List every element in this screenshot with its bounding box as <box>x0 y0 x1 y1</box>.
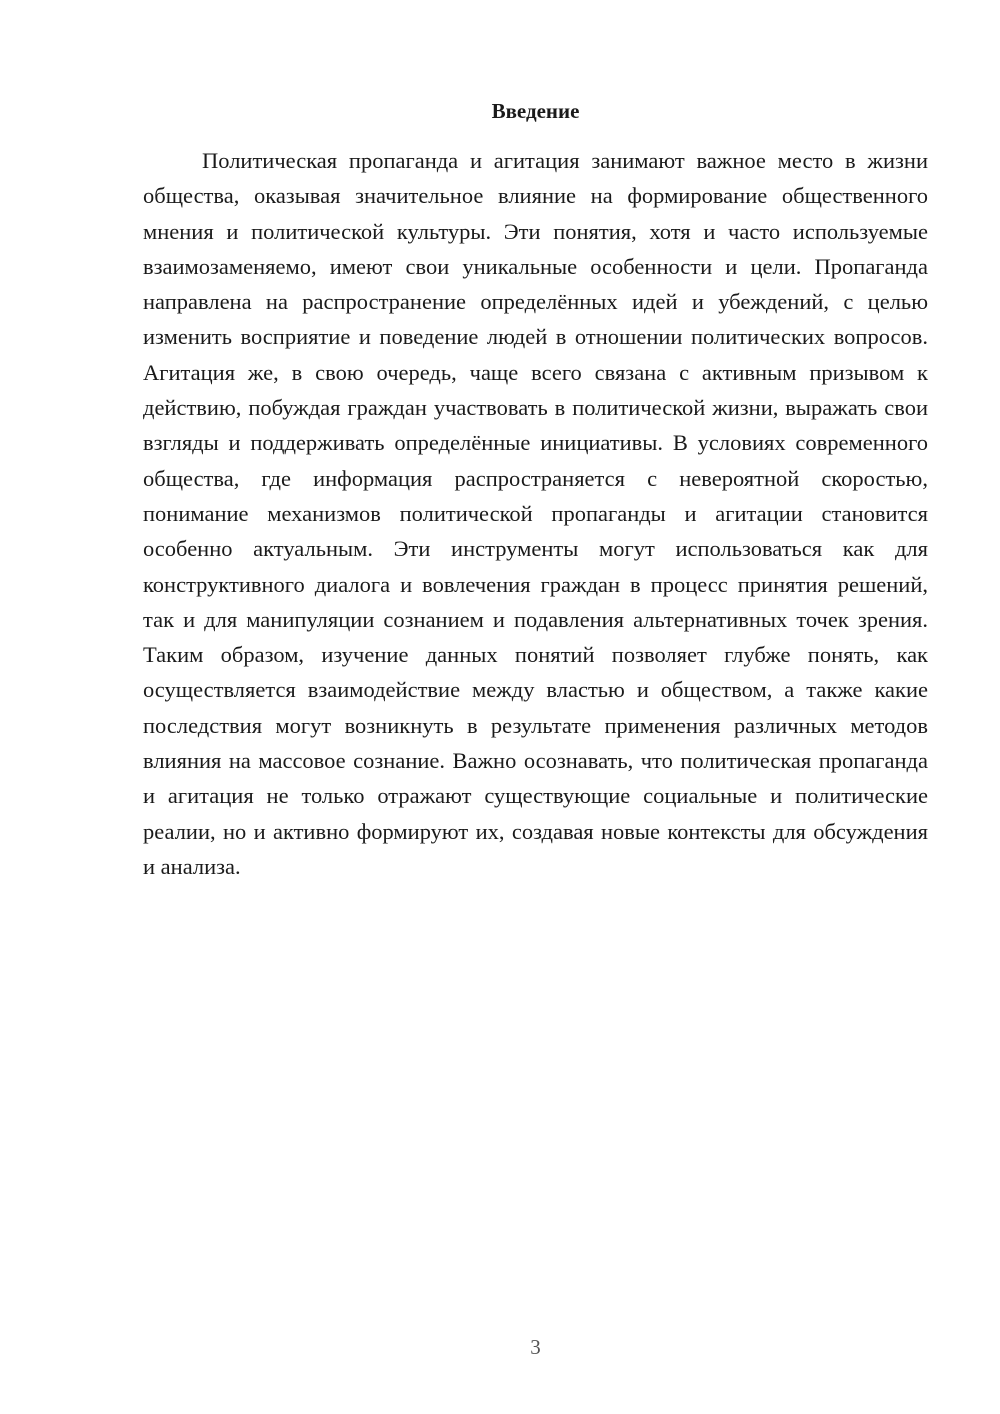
body-paragraph: Политическая пропаганда и агитация занимают важное место в жизни общества, оказывая значительное влияние на формирование общественного мнения и политической культуры. Эти понятия, хотя и часто используемые взаимозаменяемо, имеют свои уникальные особенности и цели. Пропаганда направлена на распространение определённых идей и убеждений, с целью изменить восприятие и поведение людей в отношении политических вопросов. Агитация же, в свою очередь, чаще всего связана с активным призывом к действию, побуждая граждан участвовать в политической жизни, выражать свои взгляды и поддерживать определённые инициативы. В условиях современного общества, где информация распространяется с невероятной скоростью, понимание механизмов политической пропаганды и агитации становится особенно актуальным. Эти инструменты могут использоваться как для конструктивного диалога и вовлечения граждан в процесс принятия решений, так и для манипуляции сознанием и подавления альтернативных точек зрения. Таким образом, изучение данных понятий позволяет глубже понять, как осуществляется взаимодействие между властью и обществом, а также какие последствия могут возникнуть в результате применения различных методов влияния на массовое сознание. Важно осознавать, что политическая пропаганда и агитация не только отражают существующие социальные и политические реалии, но и активно формируют их, создавая новые контексты для обсуждения и анализа. <box>143 148 928 879</box>
section-heading: Введение <box>491 99 580 123</box>
page-number: 3 <box>530 1335 541 1359</box>
